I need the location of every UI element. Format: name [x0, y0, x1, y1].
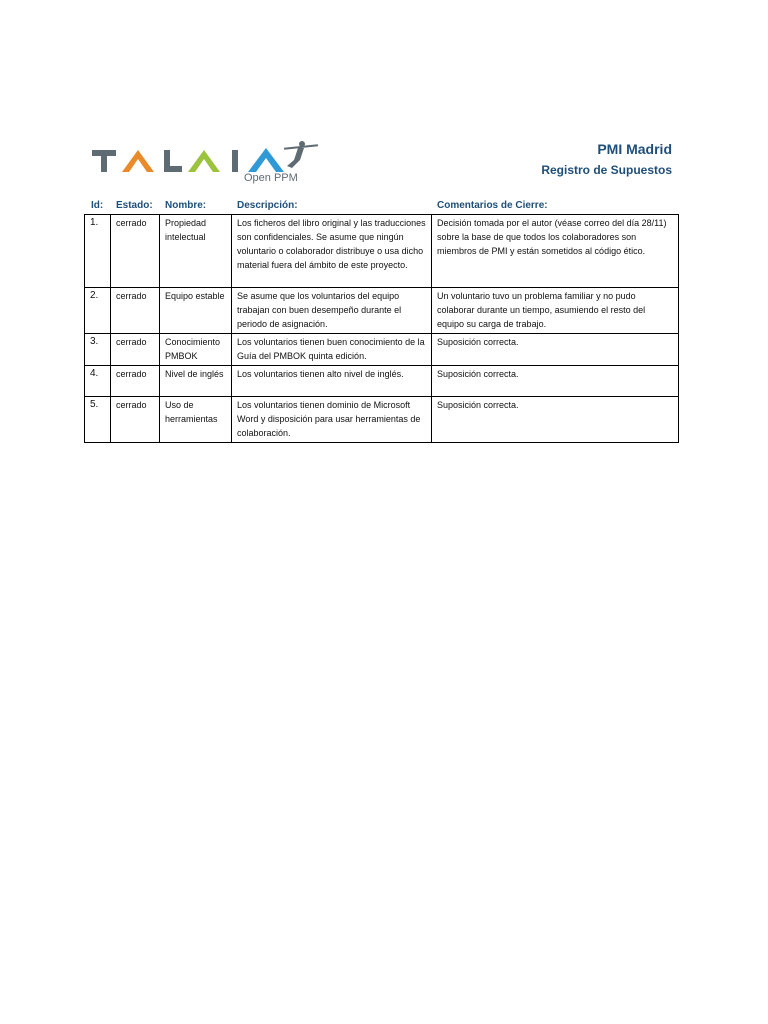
cell-estado: cerrado [111, 288, 160, 334]
table-row [85, 215, 679, 288]
cell-estado: cerrado [111, 397, 160, 443]
cell-comentarios: Un voluntario tuvo un problema familiar y no pudo colaborar durante un tiempo, asumiendo el resto del equipo su carga de trabajo. [432, 288, 679, 334]
cell-nombre: Nivel de inglés [160, 366, 232, 397]
column-header-nombre: Nombre: [165, 200, 207, 211]
table-row [85, 334, 679, 366]
cell-id: 4. [85, 366, 111, 397]
cell-comentarios: Suposición correcta. [432, 366, 679, 397]
cell-descripcion: Los voluntarios tienen buen conocimiento de la Guía del PMBOK quinta edición. [232, 334, 432, 366]
cell-estado: cerrado [111, 215, 160, 288]
cell-id: 3. [85, 334, 111, 366]
cell-id: 1. [85, 215, 111, 288]
column-header-descripcion: Descripción: [237, 200, 298, 211]
page-title: PMI Madrid [597, 141, 672, 157]
title-block [541, 140, 672, 178]
cell-descripcion: Los voluntarios tienen dominio de Microsoft Word y disposición para usar herramientas de colaboración. [232, 397, 432, 443]
table-row [85, 288, 679, 334]
cell-nombre: Propiedad intelectual [160, 215, 232, 288]
talaia-logo [88, 136, 328, 188]
assumptions-table [84, 214, 679, 443]
cell-comentarios: Decisión tomada por el autor (véase correo del día 28/11) sobre la base de que todos los colaboradores son miembros de PMI y están sometidos al código ético. [432, 215, 679, 288]
cell-estado: cerrado [111, 366, 160, 397]
column-header-id: Id: [91, 200, 104, 211]
table-row [85, 397, 679, 443]
cell-descripcion: Los ficheros del libro original y las traducciones son confidenciales. Se asume que ningún voluntario o colaborador distribuye o usa dicho material fuera del ámbito de este proyecto. [232, 215, 432, 288]
page-subtitle: Registro de Supuestos [541, 163, 672, 177]
cell-id: 2. [85, 288, 111, 334]
column-header-comentarios: Comentarios de Cierre: [437, 200, 548, 211]
cell-descripcion: Los voluntarios tienen alto nivel de inglés. [232, 366, 432, 397]
cell-nombre: Conocimiento PMBOK [160, 334, 232, 366]
cell-comentarios: Suposición correcta. [432, 397, 679, 443]
logo-subtext: Open PPM [244, 172, 298, 184]
cell-id: 5. [85, 397, 111, 443]
cell-nombre: Uso de herramientas [160, 397, 232, 443]
cell-estado: cerrado [111, 334, 160, 366]
table-row [85, 366, 679, 397]
table-column-headers [84, 200, 678, 214]
cell-descripcion: Se asume que los voluntarios del equipo trabajan con buen desempeño durante el periodo de asignación. [232, 288, 432, 334]
cell-comentarios: Suposición correcta. [432, 334, 679, 366]
column-header-estado: Estado: [116, 200, 153, 211]
cell-nombre: Equipo estable [160, 288, 232, 334]
